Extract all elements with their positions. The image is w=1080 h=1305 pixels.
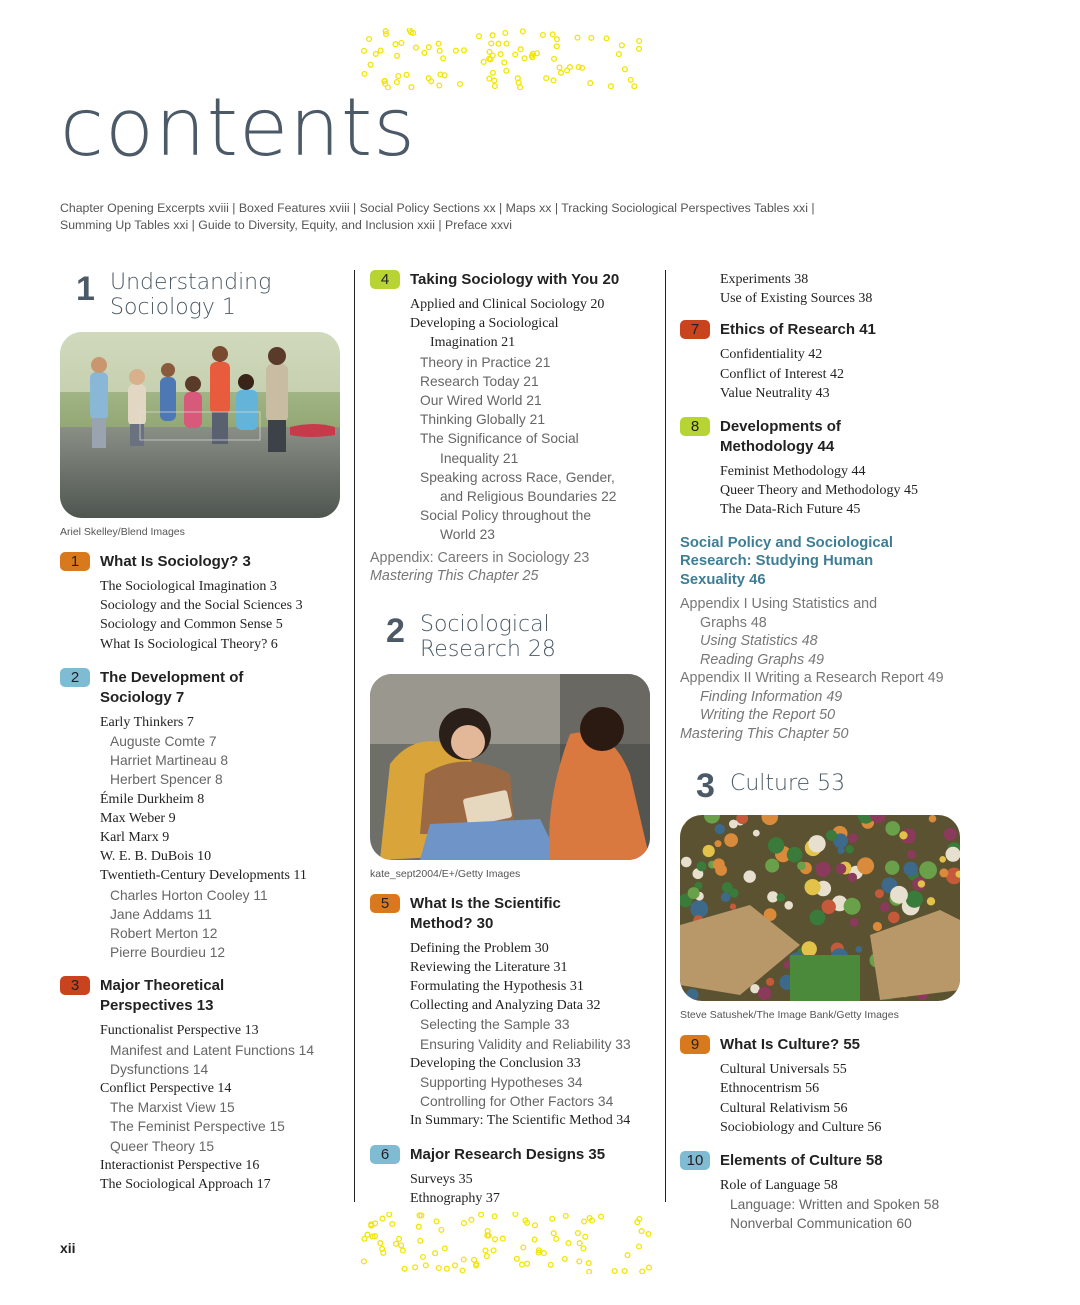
toc-subentry[interactable]: Ensuring Validity and Reliability 33 xyxy=(420,1036,631,1052)
section-number-badge: 7 xyxy=(680,320,710,339)
toc-entry[interactable]: Émile Durkheim 8 xyxy=(100,791,205,807)
toc-section-2 xyxy=(60,668,342,963)
toc-entry[interactable]: Conflict of Interest 42 xyxy=(720,366,845,382)
chapter-number: 1 xyxy=(76,270,95,308)
toc-subentry[interactable]: Pierre Bourdieu 12 xyxy=(110,945,226,961)
frontmatter-line: Chapter Opening Excerpts xviii | Boxed Features xviii | Social Policy Sections xx | Maps xx | Tracking Sociological Perspectives Tables xxi | xyxy=(60,201,815,215)
toc-entry[interactable]: Sociology and Common Sense 5 xyxy=(100,617,283,633)
section-title-link[interactable]: What Is Culture? 55 xyxy=(720,1036,861,1054)
chapter-heading xyxy=(76,270,342,320)
column-divider xyxy=(354,270,355,1202)
toc-entry[interactable]: Applied and Clinical Sociology 20 xyxy=(410,297,605,312)
toc-entry[interactable]: Defining the Problem 30 xyxy=(410,940,549,956)
section-title-line: Method? 30 xyxy=(410,914,494,932)
toc-subentry-continued[interactable]: and Religious Boundaries 22 xyxy=(440,489,617,505)
toc-subentry[interactable]: Robert Merton 12 xyxy=(110,926,218,942)
toc-subentry[interactable]: Queer Theory 15 xyxy=(110,1138,215,1154)
column-2 xyxy=(370,270,652,1222)
toc-subentry[interactable]: The Significance of Social xyxy=(420,431,579,447)
mastering-entry[interactable]: Mastering This Chapter 50 xyxy=(680,725,849,742)
toc-entry[interactable]: Ethnocentrism 56 xyxy=(720,1081,820,1097)
appendix-entry-continued[interactable]: Graphs 48 xyxy=(700,614,767,631)
social-policy-line: Research: Studying Human xyxy=(680,553,874,570)
toc-subentry[interactable]: Supporting Hypotheses 34 xyxy=(420,1075,583,1091)
photo-credit: kate_sept2004/E+/Getty Images xyxy=(370,867,521,880)
section-title-link[interactable] xyxy=(410,894,561,934)
section-number-badge: 1 xyxy=(60,552,90,571)
section-title-link[interactable]: What Is Sociology? 3 xyxy=(100,553,251,570)
toc-entry[interactable]: Queer Theory and Methodology 45 xyxy=(720,483,919,499)
column-3 xyxy=(680,270,962,1248)
toc-entry[interactable]: W. E. B. DuBois 10 xyxy=(100,849,212,865)
section-title-link[interactable] xyxy=(100,976,224,1016)
section-number-badge: 5 xyxy=(370,894,400,913)
toc-subentry[interactable]: Selecting the Sample 33 xyxy=(420,1017,570,1033)
toc-subentry[interactable]: Controlling for Other Factors 34 xyxy=(420,1094,614,1110)
toc-subentry-continued[interactable]: Inequality 21 xyxy=(440,450,519,466)
social-policy-link[interactable] xyxy=(680,534,962,590)
chapter-number: 3 xyxy=(696,767,715,806)
toc-subentry[interactable]: Herbert Spencer 8 xyxy=(110,772,223,788)
chapter-title xyxy=(110,270,271,320)
toc-section-1 xyxy=(60,552,342,654)
toc-subentry[interactable]: The Marxist View 15 xyxy=(110,1100,235,1116)
toc-subentry[interactable]: Auguste Comte 7 xyxy=(110,734,217,750)
section-title-link[interactable] xyxy=(100,668,243,708)
toc-section-7 xyxy=(680,320,962,403)
toc-subentry[interactable]: The Feminist Perspective 15 xyxy=(110,1119,285,1135)
chapter-photo-market xyxy=(680,815,960,1001)
appendix-entry[interactable]: Appendix: Careers in Sociology 23 xyxy=(370,549,590,566)
section-title-line: What Is the Scientific xyxy=(410,894,561,912)
toc-section-4 xyxy=(370,270,652,545)
toc-subentry[interactable]: Charles Horton Cooley 11 xyxy=(110,887,268,903)
toc-subentry[interactable]: Nonverbal Communication 60 xyxy=(730,1216,912,1232)
section-title-line: Perspectives 13 xyxy=(100,997,214,1015)
toc-subentry[interactable]: Thinking Globally 21 xyxy=(420,412,546,428)
frontmatter-index xyxy=(60,200,960,234)
toc-entry[interactable]: Experiments 38 xyxy=(720,272,809,287)
chapter-number: 2 xyxy=(386,611,405,650)
section-number-badge: 9 xyxy=(680,1035,710,1054)
section-number-badge: 6 xyxy=(370,1145,400,1164)
column-divider xyxy=(665,270,666,1202)
page-title: contents xyxy=(60,81,416,174)
toc-entry[interactable]: Reviewing the Literature 31 xyxy=(410,959,568,975)
section-number-badge: 10 xyxy=(680,1151,710,1170)
toc-subentry[interactable]: Our Wired World 21 xyxy=(420,393,542,409)
chapter-photo-river xyxy=(60,332,340,518)
toc-subentry[interactable]: Social Policy throughout the xyxy=(420,508,592,524)
toc-entry[interactable]: Sociobiology and Culture 56 xyxy=(720,1119,882,1135)
toc-entry[interactable]: Sociology and the Social Sciences 3 xyxy=(100,598,303,614)
toc-entry[interactable]: What Is Sociological Theory? 6 xyxy=(100,636,278,652)
chapter-title xyxy=(420,612,556,662)
chapter-title-line: Sociology 1 xyxy=(110,295,236,320)
section-number-badge: 8 xyxy=(680,417,710,436)
chapter-photo-interview xyxy=(370,674,650,860)
toc-section-8 xyxy=(680,417,962,520)
toc-subentry[interactable]: Dysfunctions 14 xyxy=(110,1061,209,1077)
section-title-link[interactable]: Taking Sociology with You 20 xyxy=(410,271,620,288)
section-number-badge: 4 xyxy=(370,270,400,289)
social-policy-line: Social Policy and Sociological xyxy=(680,534,893,551)
toc-entry[interactable]: Developing a Sociological xyxy=(410,316,559,332)
toc-subentry[interactable]: Speaking across Race, Gender, xyxy=(420,469,615,485)
appendix-subentry[interactable]: Writing the Report 50 xyxy=(700,707,836,724)
toc-subentry[interactable]: Jane Addams 11 xyxy=(110,906,212,922)
toc-entry[interactable]: Developing the Conclusion 33 xyxy=(410,1055,581,1071)
toc-entry[interactable]: The Sociological Approach 17 xyxy=(100,1177,271,1193)
page-number: xii xyxy=(60,1240,76,1256)
chapter-heading xyxy=(386,612,652,662)
toc-section-5 xyxy=(370,894,652,1131)
toc-entry[interactable]: Ethnography 37 xyxy=(410,1190,500,1206)
toc-entry[interactable]: Feminist Methodology 44 xyxy=(720,464,866,480)
toc-entry[interactable]: Collecting and Analyzing Data 32 xyxy=(410,998,601,1014)
toc-entry[interactable]: Early Thinkers 7 xyxy=(100,714,194,730)
section-title-line: Major Theoretical xyxy=(100,977,225,995)
appendix-subentry[interactable]: Reading Graphs 49 xyxy=(700,651,824,668)
chapter-title: Culture 53 xyxy=(730,771,846,797)
section-title-line: Developments of xyxy=(720,418,841,436)
section-number-badge: 3 xyxy=(60,976,90,995)
toc-entry[interactable]: Confidentiality 42 xyxy=(720,347,823,363)
appendix-subentry[interactable]: Finding Information 49 xyxy=(700,688,843,705)
toc-entry[interactable]: The Sociological Imagination 3 xyxy=(100,579,277,594)
section-title-line: Methodology 44 xyxy=(720,438,835,456)
column-1 xyxy=(60,270,342,1208)
photo-credit: Steve Satushek/The Image Bank/Getty Images xyxy=(680,1009,899,1022)
toc-entry[interactable]: Conflict Perspective 14 xyxy=(100,1081,232,1097)
toc-entry[interactable]: Formulating the Hypothesis 31 xyxy=(410,979,584,995)
frontmatter-line: Summing Up Tables xxi | Guide to Diversity, Equity, and Inclusion xxii | Preface xxvi xyxy=(60,218,512,232)
toc-entry[interactable]: Value Neutrality 43 xyxy=(720,385,830,401)
chapter-title-line: Research 28 xyxy=(420,636,556,662)
appendix-subentry[interactable]: Using Statistics 48 xyxy=(700,633,818,650)
toc-subentry[interactable]: Manifest and Latent Functions 14 xyxy=(110,1042,315,1058)
toc-entry[interactable]: Karl Marx 9 xyxy=(100,830,170,846)
toc-entry[interactable]: Functionalist Perspective 13 xyxy=(100,1023,259,1039)
toc-entry[interactable]: Cultural Universals 55 xyxy=(720,1062,847,1078)
toc-entry-continued[interactable]: Imagination 21 xyxy=(430,335,516,351)
toc-subentry[interactable]: Research Today 21 xyxy=(420,373,539,389)
toc-entry[interactable]: Use of Existing Sources 38 xyxy=(720,291,873,307)
toc-entry[interactable]: Surveys 35 xyxy=(410,1171,473,1187)
chapter-heading xyxy=(696,767,962,806)
toc-section-6 xyxy=(370,1145,652,1208)
toc-entry[interactable]: Interactionist Perspective 16 xyxy=(100,1157,260,1173)
section-title-link[interactable]: Major Research Designs 35 xyxy=(410,1145,606,1163)
toc-entry[interactable]: Role of Language 58 xyxy=(720,1177,838,1193)
chapter-title-line: Sociological xyxy=(420,611,550,637)
section-title-link[interactable]: Elements of Culture 58 xyxy=(720,1151,883,1169)
photo-credit: Ariel Skelley/Blend Images xyxy=(60,526,185,538)
section-number-badge: 2 xyxy=(60,668,90,687)
toc-section-10 xyxy=(680,1151,962,1234)
toc-subentry[interactable]: Harriet Martineau 8 xyxy=(110,753,229,769)
toc-subentry[interactable]: Theory in Practice 21 xyxy=(420,354,551,370)
toc-entry[interactable]: The Data-Rich Future 45 xyxy=(720,502,861,518)
toc-section-3 xyxy=(60,976,342,1194)
chapter-title-line: Understanding xyxy=(110,270,272,295)
section-title-link[interactable]: Ethics of Research 41 xyxy=(720,321,876,339)
social-policy-line: Sexuality 46 xyxy=(680,571,766,588)
toc-subentry[interactable]: Language: Written and Spoken 58 xyxy=(730,1197,940,1213)
toc-entry[interactable]: Max Weber 9 xyxy=(100,810,176,826)
toc-entry[interactable]: In Summary: The Scientific Method 34 xyxy=(410,1113,631,1129)
section-title-link[interactable] xyxy=(720,417,841,457)
mastering-entry[interactable]: Mastering This Chapter 25 xyxy=(370,568,539,585)
toc-entry[interactable]: Twentieth-Century Developments 11 xyxy=(100,868,307,884)
appendix-entry[interactable]: Appendix I Using Statistics and xyxy=(680,596,878,613)
appendix-entry[interactable]: Appendix II Writing a Research Report 49 xyxy=(680,670,944,687)
section-title-line: The Development of xyxy=(100,668,244,686)
toc-section-9 xyxy=(680,1035,962,1137)
section-title-line: Sociology 7 xyxy=(100,688,185,706)
toc-entry[interactable]: Cultural Relativism 56 xyxy=(720,1100,848,1116)
toc-subentry-continued[interactable]: World 23 xyxy=(440,527,495,543)
